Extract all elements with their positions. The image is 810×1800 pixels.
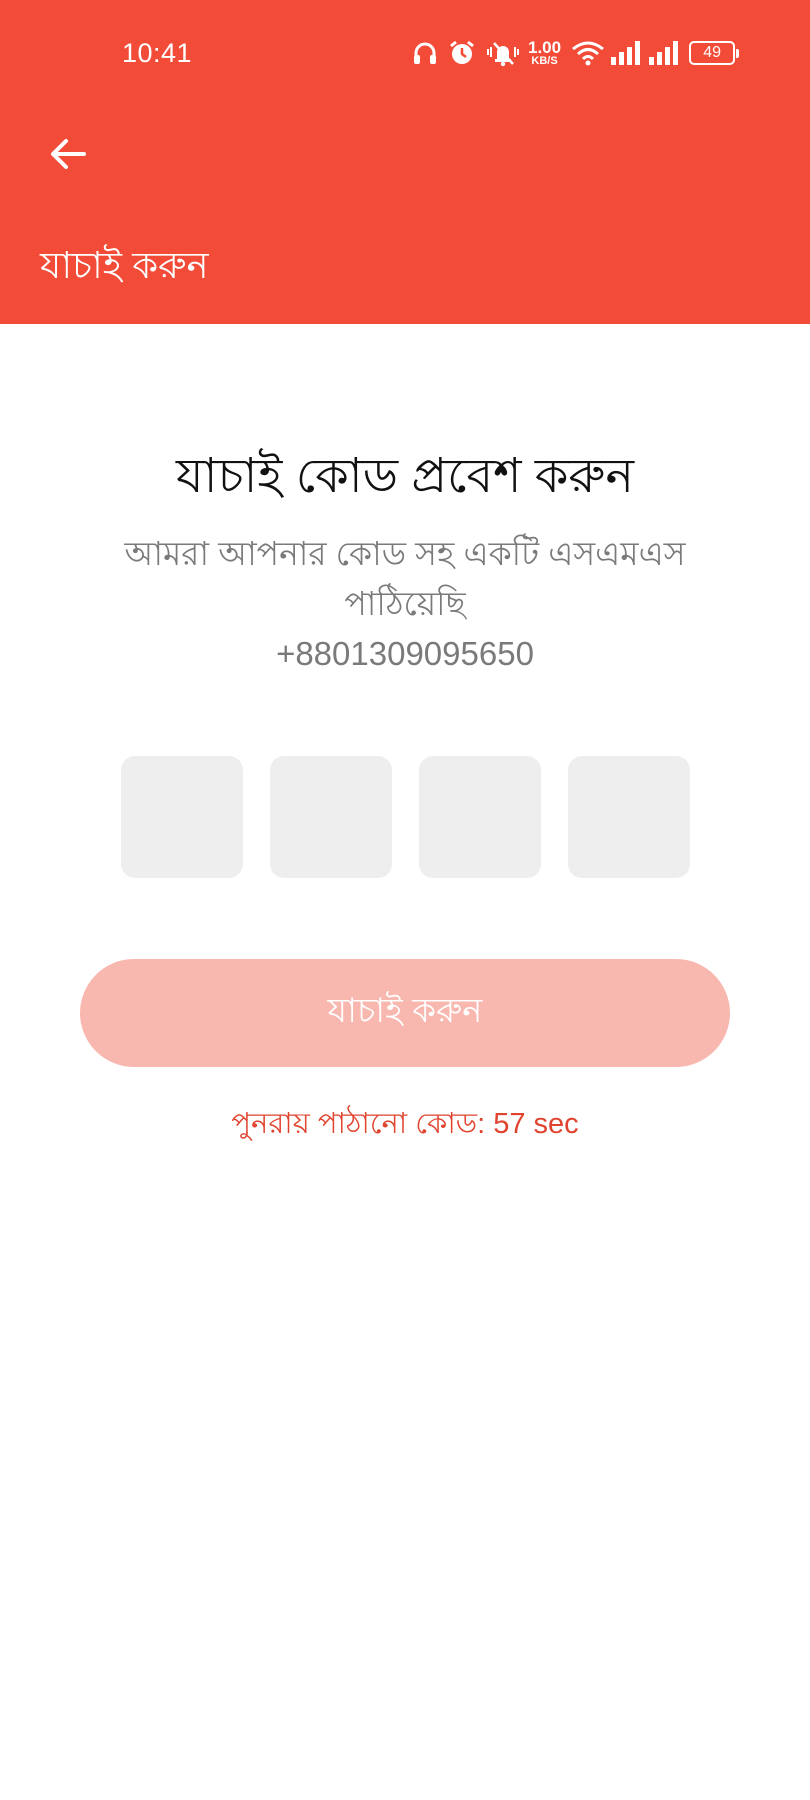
signal-icon bbox=[611, 41, 641, 65]
net-speed-unit: KB/S bbox=[531, 55, 558, 67]
headphones-icon bbox=[412, 40, 438, 66]
arrow-left-icon bbox=[48, 134, 88, 179]
resend-label: পুনরায় পাঠানো কোড: bbox=[231, 1108, 486, 1140]
code-digit-3[interactable] bbox=[419, 756, 541, 878]
battery-indicator bbox=[689, 41, 735, 65]
code-digit-2[interactable] bbox=[270, 756, 392, 878]
battery-level: 49 bbox=[703, 44, 721, 61]
bell-muted-icon bbox=[486, 39, 520, 67]
phone-number: +8801309095650 bbox=[276, 635, 534, 672]
wifi-icon bbox=[571, 40, 605, 66]
app-bar bbox=[0, 0, 810, 324]
code-digit-1[interactable] bbox=[121, 756, 243, 878]
status-bar bbox=[0, 0, 810, 110]
net-speed-value: 1.00 bbox=[528, 38, 562, 57]
alarm-icon bbox=[448, 39, 476, 67]
net-speed bbox=[528, 39, 561, 67]
verify-button[interactable]: যাচাই করুন bbox=[80, 959, 730, 1067]
signal-icon-2 bbox=[649, 41, 679, 65]
page-heading: যাচাই কোড প্রবেশ করুন bbox=[176, 450, 634, 503]
subtitle bbox=[60, 529, 750, 679]
resend-countdown: 57 sec bbox=[493, 1108, 579, 1140]
status-icons bbox=[412, 38, 735, 68]
back-button[interactable] bbox=[36, 124, 100, 188]
resend-code[interactable] bbox=[0, 1101, 810, 1150]
code-digit-4[interactable] bbox=[568, 756, 690, 878]
code-input-group bbox=[121, 756, 690, 878]
subtitle-message: আমরা আপনার কোড সহ একটি এসএমএস পাঠিয়েছি bbox=[124, 535, 686, 622]
app-bar-title: যাচাই করুন bbox=[40, 245, 209, 286]
status-time: 10:41 bbox=[122, 38, 193, 68]
